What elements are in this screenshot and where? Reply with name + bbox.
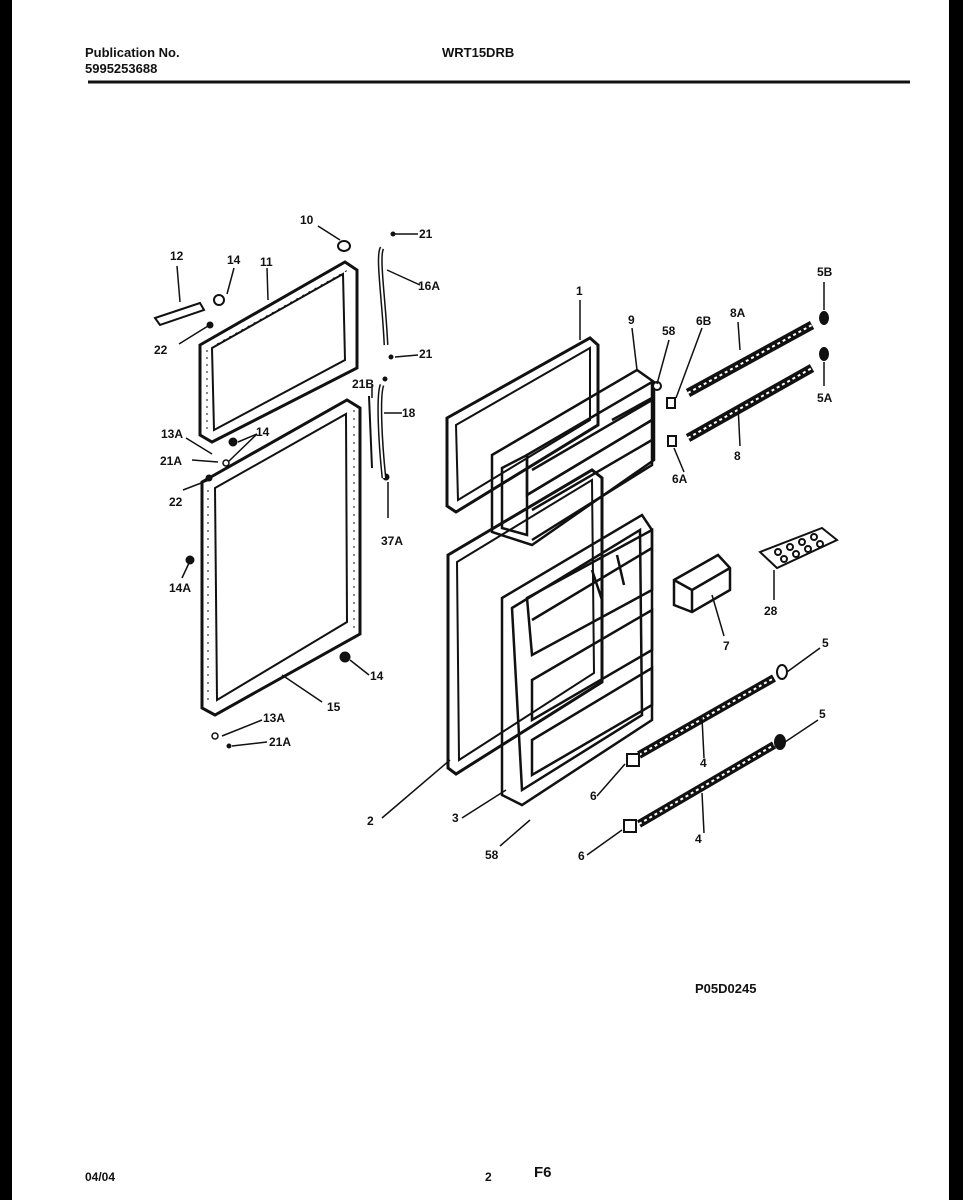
callout-22: 22: [169, 495, 183, 509]
callout-21: 21: [419, 227, 433, 241]
callout-13a: 13A: [161, 427, 184, 441]
callout-22: 22: [154, 343, 168, 357]
callout-5a: 5A: [817, 391, 833, 405]
parts-sheet: [12, 0, 949, 1200]
callout-14: 14: [256, 425, 270, 439]
model-number: WRT15DRB: [442, 45, 515, 60]
footer-date: 04/04: [85, 1170, 116, 1184]
callout-14: 14: [370, 669, 384, 683]
figure-label: F6: [534, 1164, 552, 1181]
callout-13a: 13A: [263, 711, 286, 725]
callout-21a: 21A: [269, 735, 292, 749]
callout-21b: 21B: [352, 377, 375, 391]
publication-number: 5995253688: [85, 61, 158, 76]
callout-37a: 37A: [381, 534, 404, 548]
part-2-fresh-food-panel: [448, 470, 602, 774]
callout-2: 2: [367, 814, 374, 828]
callout-4: 4: [700, 756, 707, 770]
callout-6b: 6B: [696, 314, 712, 328]
callout-9: 9: [628, 313, 635, 327]
callout-14a: 14A: [169, 581, 192, 595]
callout-6: 6: [578, 849, 585, 863]
part-12-strip: [155, 303, 204, 325]
callout-7: 7: [723, 639, 730, 653]
callout-4: 4: [695, 832, 702, 846]
callout-6a: 6A: [672, 472, 688, 486]
callout-6: 6: [590, 789, 597, 803]
callout-1: 1: [576, 284, 583, 298]
callout-11: 11: [260, 255, 273, 269]
diagram-code: P05D0245: [695, 981, 757, 996]
exploded-view-drawing: [12, 0, 949, 1200]
part-9-freezer-liner: [492, 370, 654, 545]
callout-21a: 21A: [160, 454, 183, 468]
callout-10: 10: [300, 213, 314, 227]
callout-16a: 16A: [418, 279, 441, 293]
callout-18: 18: [402, 406, 416, 420]
leader-lines: [177, 226, 824, 855]
callout-3: 3: [452, 811, 459, 825]
callout-5: 5: [822, 636, 829, 650]
part-4-rail-upper: [639, 678, 774, 755]
callout-5b: 5B: [817, 265, 833, 279]
page-number: 2: [485, 1170, 492, 1184]
callout-15: 15: [327, 700, 341, 714]
callout-8a: 8A: [730, 306, 746, 320]
callout-14: 14: [227, 253, 241, 267]
publication-label: Publication No.: [85, 45, 180, 60]
part-15-fresh-food-gasket: [202, 400, 360, 715]
callout-28: 28: [764, 604, 778, 618]
part-7-dairy-door: [674, 555, 730, 612]
part-28-egg-tray: [760, 528, 837, 568]
callout-8: 8: [734, 449, 741, 463]
callout-5: 5: [819, 707, 826, 721]
callout-21: 21: [419, 347, 433, 361]
callout-12: 12: [170, 249, 184, 263]
callout-58: 58: [662, 324, 676, 338]
part-11-freezer-gasket: [200, 262, 357, 442]
callout-58: 58: [485, 848, 499, 862]
